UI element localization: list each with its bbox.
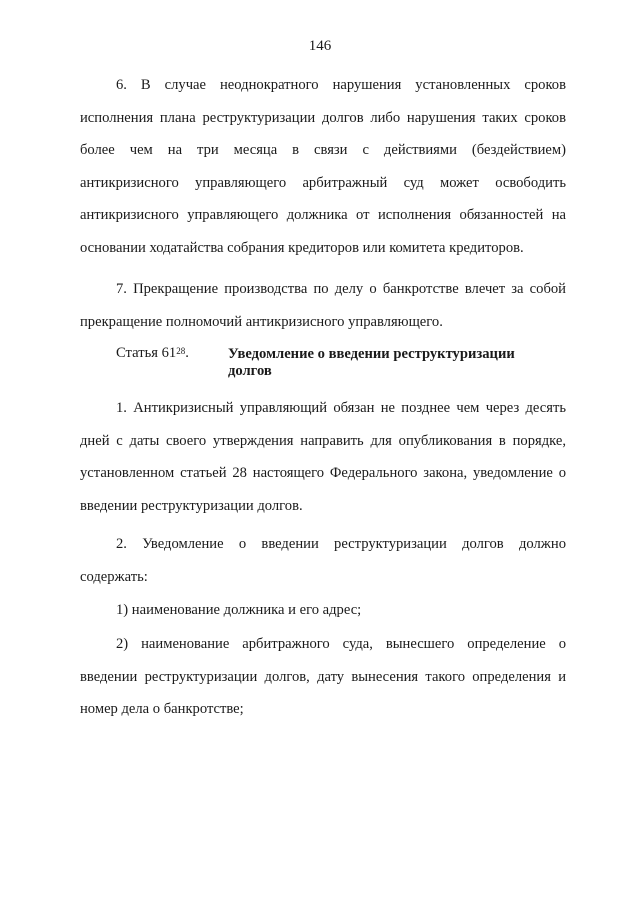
article-number [116,344,189,362]
list-item-2: 2) наименование арбитражного суда, вынесшего определение о введении реструктуризации долгов, дату вынесения такого определения и номер дела о банкротстве; [80,636,566,717]
article-title: Уведомление о введении реструктуризации долгов [228,346,515,379]
list-item-1: 1) наименование должника и его адрес; [116,602,362,618]
paragraph-2: 2. Уведомление о введении реструктуризации долгов должно содержать: [80,536,566,585]
paragraph-1: 1. Антикризисный управляющий обязан не позднее чем через десять дней с даты своего утверждения направить для опубликования в порядке, установленном статьей 28 настоящего Федерального закона, уведомление о введении реструктуризации долгов. [80,400,566,514]
paragraph-6: 6. В случае неоднократного нарушения установленных сроков исполнения плана реструктуризации долгов либо нарушения таких сроков более чем на три месяца в связи с действиями (бездействием) антикризисного управляющего арбитражный суд может освободить антикризисного управляющего должника от исполнения обязанностей на основании ходатайства собрания кредиторов или комитета кредиторов. [80,77,566,256]
page-number: 146 [308,38,332,54]
article-superscript: 28 [176,346,186,356]
article-label-text: Статья 61 [116,345,177,361]
paragraph-7: 7. Прекращение производства по делу о банкротстве влечет за собой прекращение полномочий антикризисного управляющего. [80,281,566,330]
article-label-suffix: . [185,345,189,361]
